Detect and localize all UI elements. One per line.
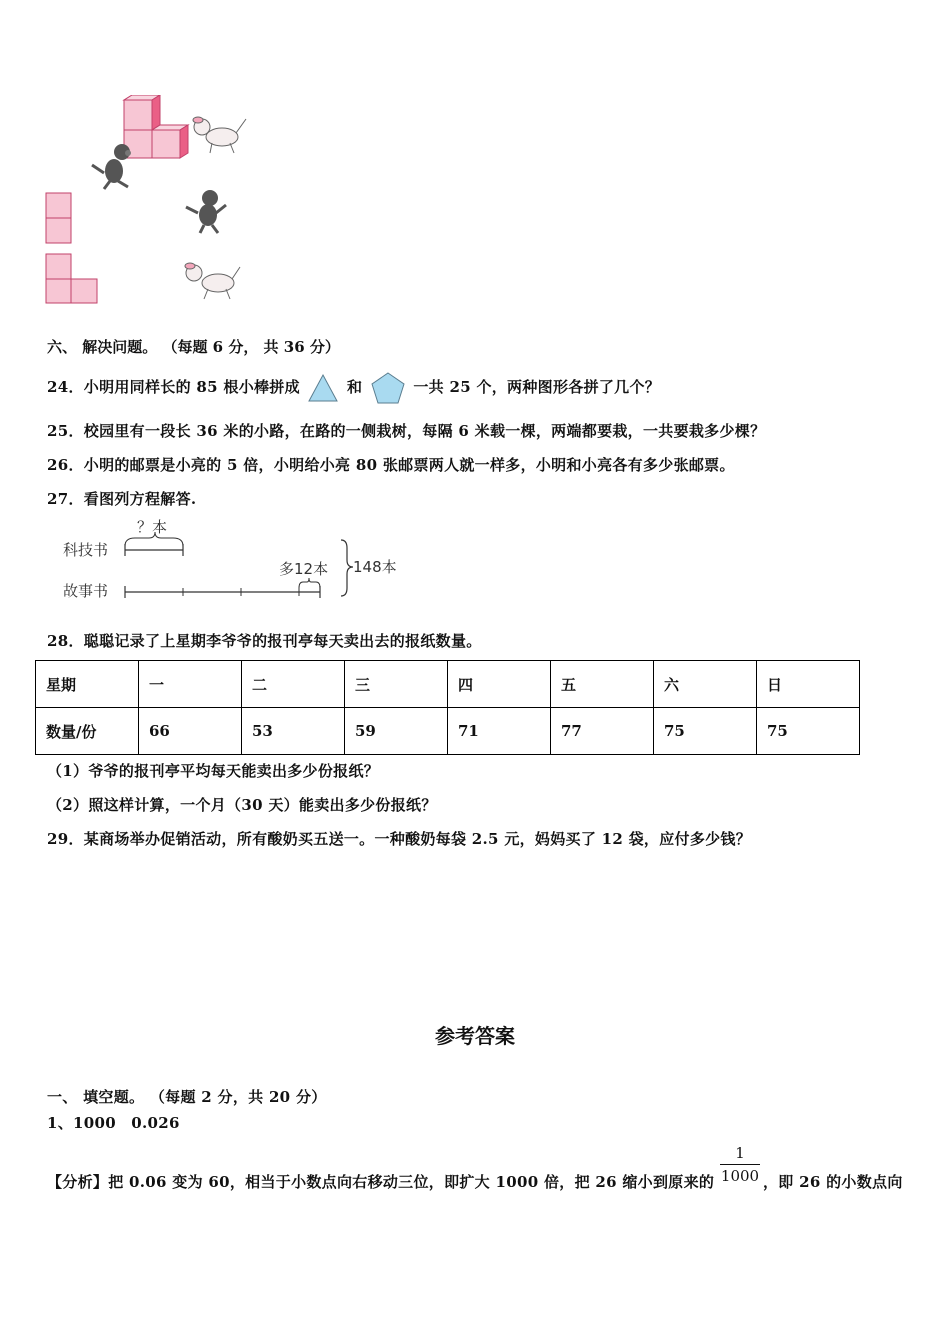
answer-1: 1、1000 0.026 <box>47 1114 180 1132</box>
table-row <box>36 708 860 755</box>
table-cell: 71 <box>448 708 551 755</box>
label-more-12: 多12本 <box>279 560 329 578</box>
brace-more <box>299 578 320 588</box>
table-cell: 一 <box>139 661 242 708</box>
dog-figure <box>193 117 246 153</box>
label-science-books: 科技书 <box>63 541 109 559</box>
brace-total <box>341 540 353 596</box>
table-cell: 三 <box>345 661 448 708</box>
dog-figure-option <box>185 263 240 299</box>
question-28: 28．聪聪记录了上星期李爷爷的报刊亭每天卖出去的报纸数量。 <box>47 632 482 650</box>
question-27: 27．看图列方程解答. <box>47 490 197 508</box>
table-cell: 六 <box>654 661 757 708</box>
table-cell: 75 <box>654 708 757 755</box>
section-6-heading: 六、 解决问题。 （每题 6 分， 共 36 分） <box>47 338 340 356</box>
question-24-suffix: 一共 25 个，两种图形各拼了几个？ <box>413 378 661 396</box>
pentagon-icon <box>370 371 406 405</box>
question-29: 29．某商场举办促销活动，所有酸奶买五送一。一种酸奶每袋 2.5 元，妈妈买了 12 袋，应付多少钱？ <box>47 830 752 848</box>
analysis-suffix: ，即 26 的小数点向 <box>763 1173 903 1191</box>
table-cell: 星期 <box>36 661 139 708</box>
cube-view-figure <box>40 95 260 310</box>
monkey-figure-option <box>186 190 226 233</box>
answers-section-1: 一、 填空题。 （每题 2 分，共 20 分） <box>47 1088 327 1106</box>
label-total: 148本 <box>353 558 397 576</box>
question-24 <box>47 371 660 405</box>
line-segment-diagram <box>55 512 415 608</box>
question-28-sub2: （2）照这样计算，一个月（30 天）能卖出多少份报纸？ <box>47 796 437 814</box>
question-24-prefix: 24．小明用同样长的 85 根小棒拼成 <box>47 378 300 396</box>
table-cell: 数量/份 <box>36 708 139 755</box>
fraction-one-thousandth <box>720 1144 760 1185</box>
question-26: 26．小明的邮票是小亮的 5 倍，小明给小亮 80 张邮票两人就一样多，小明和小亮各有多少张邮票。 <box>47 456 735 474</box>
analysis-prefix: 【分析】把 0.06 变为 60，相当于小数点向右移动三位，即扩大 1000 倍，把 26 缩小到原来的 <box>47 1173 715 1191</box>
fraction-numerator: 1 <box>720 1144 760 1165</box>
question-28-sub1: （1）爷爷的报刊亭平均每天能卖出多少份报纸？ <box>47 762 380 780</box>
cube-stack <box>124 95 188 158</box>
table-cell: 53 <box>242 708 345 755</box>
monkey-figure <box>92 144 131 189</box>
view-option-column <box>46 193 71 243</box>
table-cell: 五 <box>551 661 654 708</box>
triangle-icon <box>307 373 339 403</box>
table-header-row <box>36 661 860 708</box>
fraction-denominator: 1000 <box>720 1167 760 1185</box>
table-cell: 四 <box>448 661 551 708</box>
table-cell: 77 <box>551 708 654 755</box>
label-unknown: ？本 <box>137 518 168 536</box>
table-cell: 日 <box>757 661 860 708</box>
table-cell: 75 <box>757 708 860 755</box>
newspaper-sales-table <box>35 660 860 755</box>
label-story-books: 故事书 <box>63 582 109 600</box>
question-25: 25．校园里有一段长 36 米的小路，在路的一侧栽树，每隔 6 米载一棵，两端都要栽，一共要栽多少棵？ <box>47 422 766 440</box>
table-cell: 59 <box>345 708 448 755</box>
question-24-and: 和 <box>346 378 363 396</box>
answers-title: 参考答案 <box>435 1024 515 1048</box>
table-cell: 二 <box>242 661 345 708</box>
view-option-l-shape <box>46 254 97 303</box>
table-cell: 66 <box>139 708 242 755</box>
